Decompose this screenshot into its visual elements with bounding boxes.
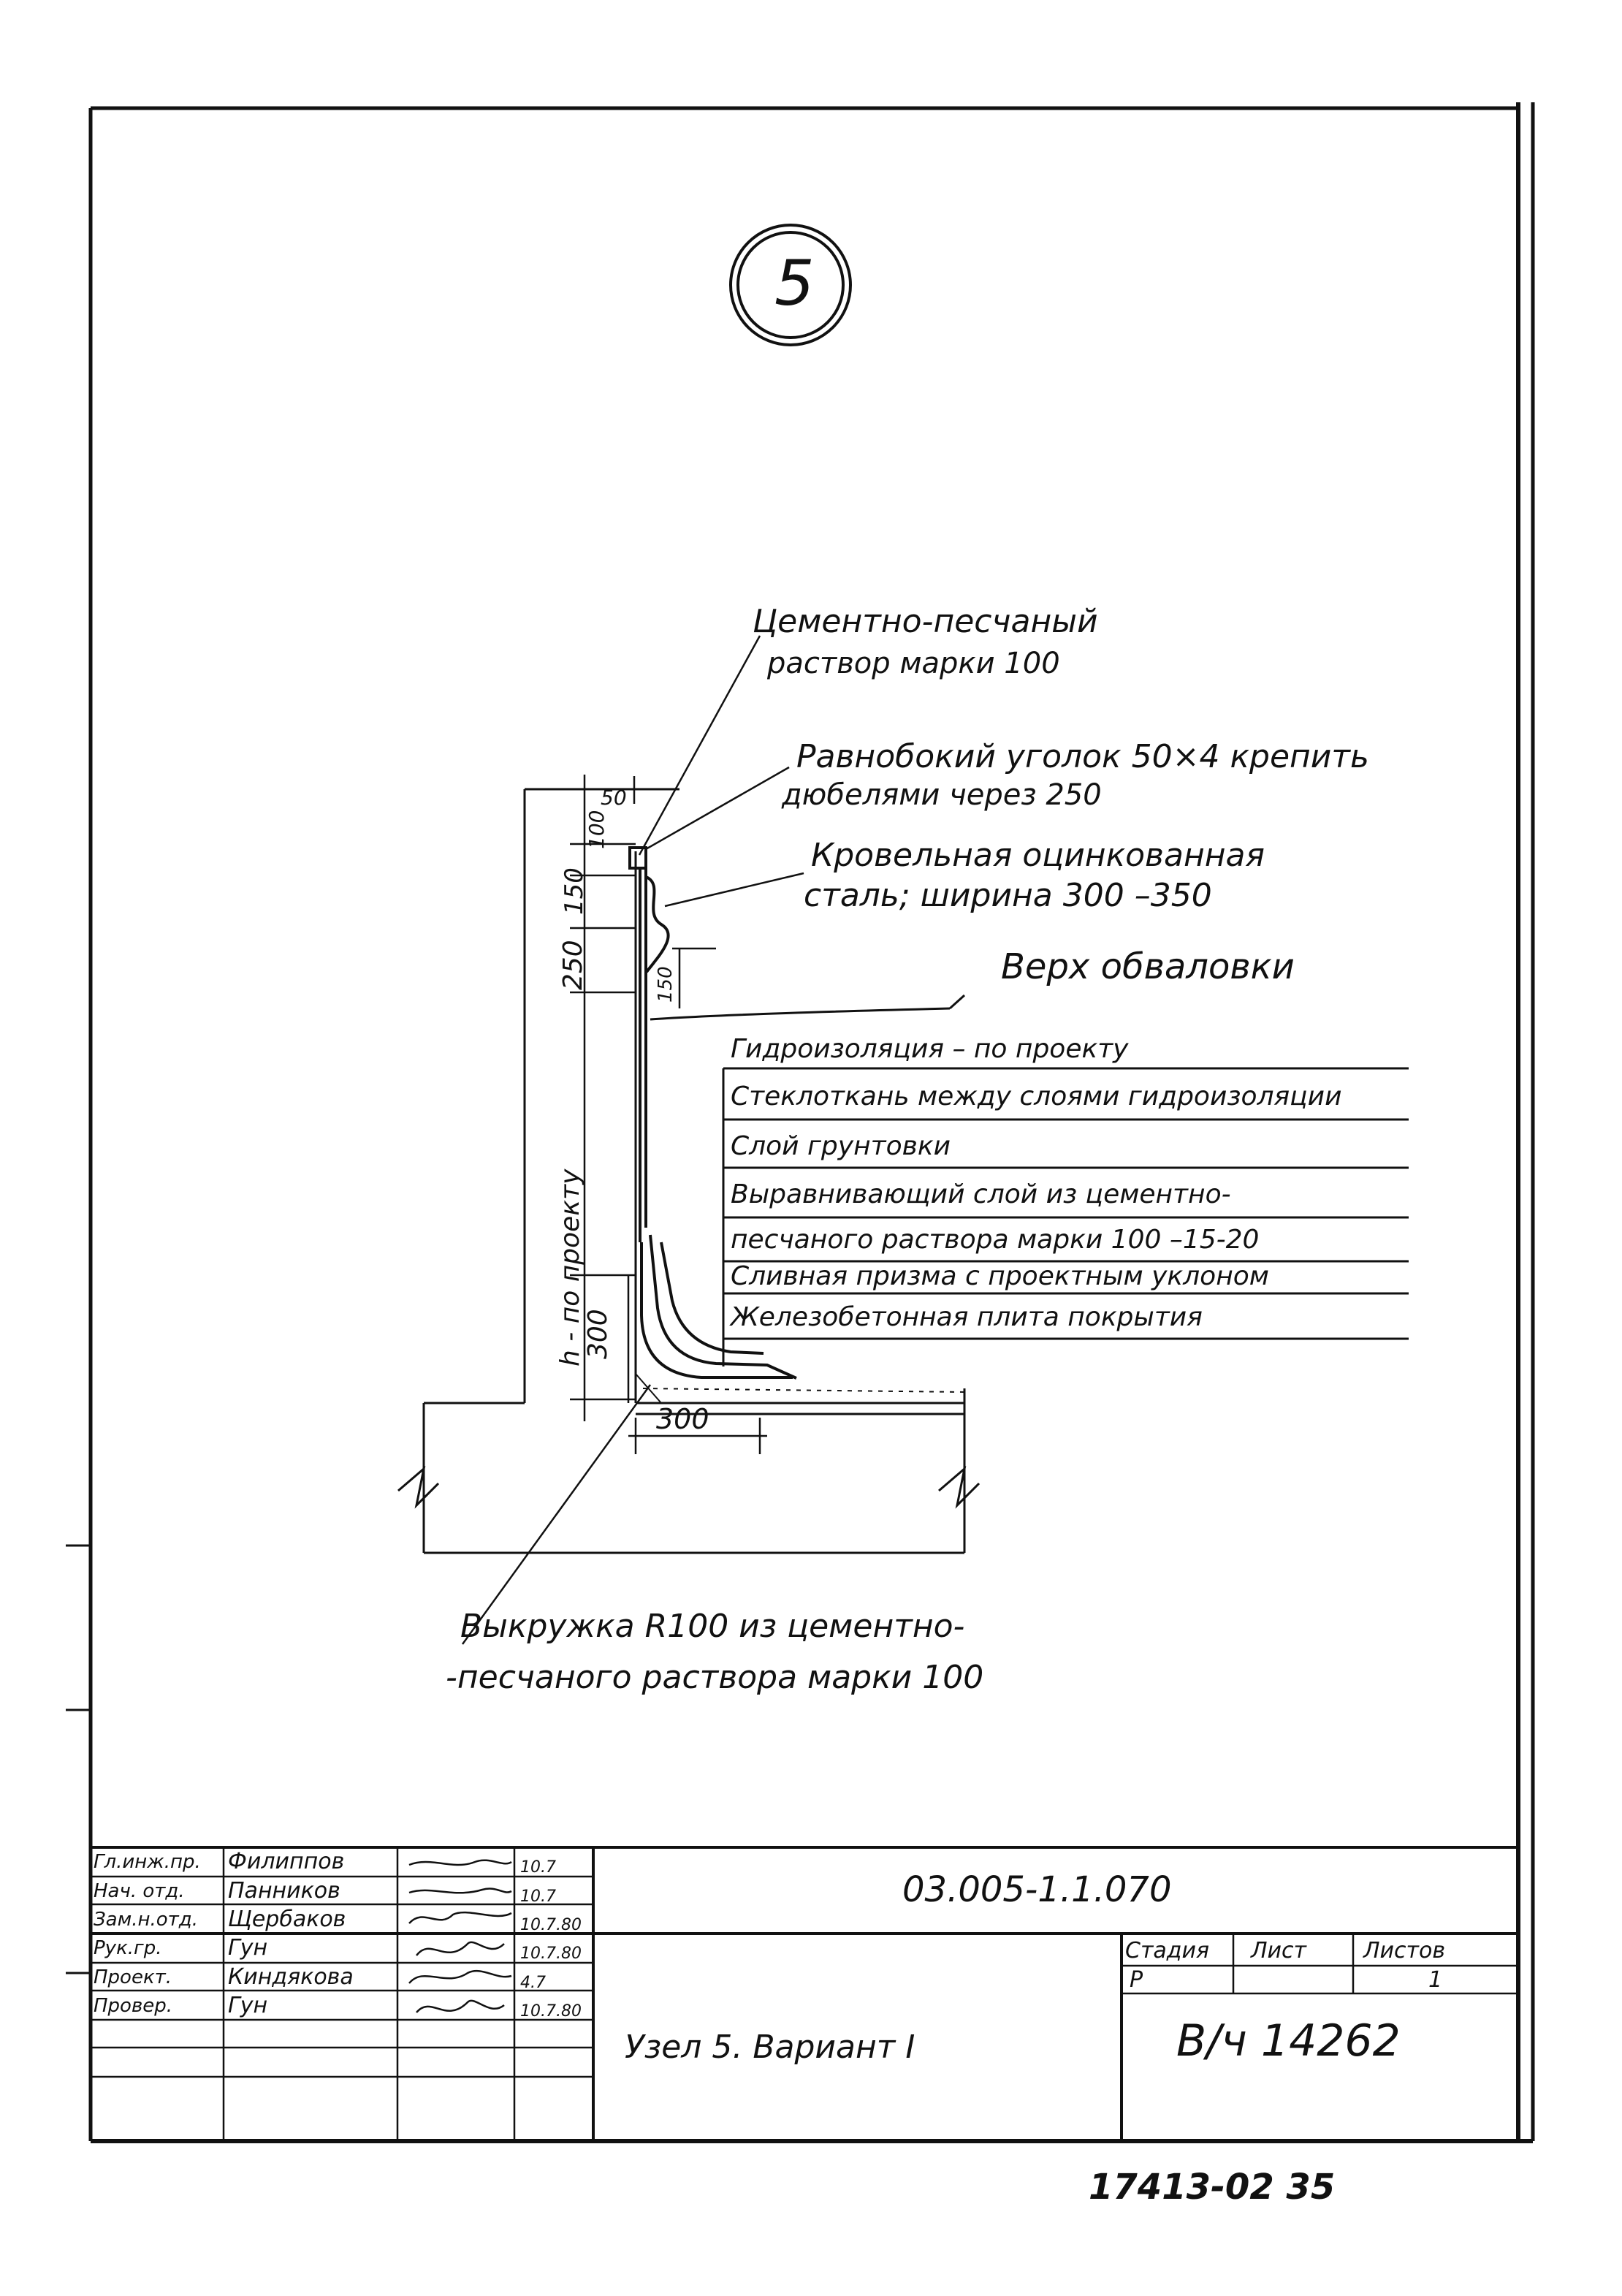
tb-date: 4.7 — [520, 1974, 546, 1992]
dimension-300-horizontal: 300 — [656, 1403, 709, 1435]
layer-item: Слой грунтовки — [731, 1131, 951, 1161]
layer-item: Железобетонная плита покрытия — [731, 1302, 1203, 1332]
tb-date: 10.7 — [520, 1888, 556, 1906]
node-number: 5 — [774, 247, 815, 320]
tb-date: 10.7.80 — [520, 1945, 582, 1963]
footer-code: 17413-02 35 — [1089, 2167, 1336, 2208]
berm-callout: Верх обваловки — [1001, 946, 1295, 987]
tb-name: Киндякова — [228, 1964, 354, 1990]
tb-name: Гун — [228, 1935, 268, 1961]
tb-role: Проект. — [94, 1966, 172, 1988]
tb-name: Панников — [228, 1878, 340, 1904]
tb-date: 10.7.80 — [520, 2002, 582, 2021]
layer-item: Стеклоткань между слоями гидроизоляции — [731, 1082, 1342, 1111]
dimension-h-label: h - по проекту — [555, 1168, 585, 1366]
layer-item: Гидроизоляция – по проекту — [731, 1034, 1129, 1064]
tb-name: Гун — [228, 1993, 268, 2018]
tb-date: 10.7 — [520, 1858, 556, 1877]
layer-item: Сливная призма с проектным уклоном — [731, 1261, 1269, 1291]
dimension-250: 250 — [558, 940, 588, 990]
angle-callout-line1: Равнобокий уголок 50×4 крепить — [796, 738, 1369, 775]
stage-header: Стадия — [1125, 1938, 1210, 1964]
document-code: 03.005-1.1.070 — [902, 1869, 1172, 1910]
fillet-callout-line2: -песчаного раствора марки 100 — [446, 1659, 984, 1696]
stage-value: Р — [1130, 1967, 1143, 1993]
dimension-50: 50 — [601, 786, 627, 810]
tb-date: 10.7.80 — [520, 1916, 582, 1934]
sheets-header: Листов — [1363, 1938, 1446, 1964]
tb-role: Рук.гр. — [94, 1937, 162, 1959]
tb-role: Провер. — [94, 1995, 173, 2017]
tb-role: Гл.инж.пр. — [94, 1851, 201, 1873]
tb-name: Щербаков — [228, 1907, 346, 1932]
berm-line — [650, 995, 964, 1019]
dimension-100: 100 — [585, 810, 609, 849]
fillet-callout-line1: Выкружка R100 из цементно- — [460, 1608, 965, 1645]
layer-item: Выравнивающий слой из цементно- — [731, 1179, 1231, 1209]
inventory-number: В/ч 14262 — [1176, 2015, 1401, 2067]
tb-role: Зам.н.отд. — [94, 1909, 199, 1931]
mortar-callout-line1: Цементно-песчаный — [753, 603, 1098, 640]
sheet-frame — [66, 102, 1533, 2141]
mortar-callout-line2: раствор марки 100 — [767, 647, 1060, 680]
drawing-title: Узел 5. Вариант I — [625, 2029, 915, 2066]
sheets-value: 1 — [1428, 1967, 1443, 1993]
sheet-header: Лист — [1251, 1938, 1307, 1964]
steel-callout-line2: сталь; ширина 300 –350 — [804, 877, 1212, 914]
dimension-150-right: 150 — [655, 966, 677, 1003]
layer-item: песчаного раствора марки 100 –15-20 — [731, 1225, 1260, 1255]
dimension-150-left: 150 — [560, 867, 589, 915]
dimension-300-vertical: 300 — [583, 1309, 613, 1359]
steel-callout-line1: Кровельная оцинкованная — [811, 837, 1265, 874]
angle-callout-line2: дюбелями через 250 — [782, 778, 1102, 812]
tb-name: Филиппов — [228, 1849, 345, 1874]
tb-role: Нач. отд. — [94, 1880, 185, 1902]
